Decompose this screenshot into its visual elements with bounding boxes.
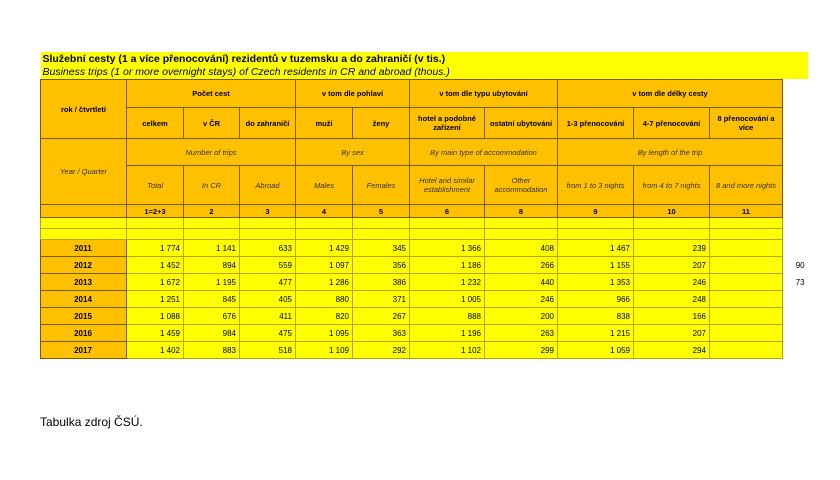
table-row [41, 240, 808, 257]
value-cell: 966 [558, 291, 634, 308]
value-cell: 633 [240, 240, 296, 257]
overflow-value-cell [783, 240, 808, 257]
value-cell: 838 [558, 308, 634, 325]
value-cell [710, 257, 783, 274]
value-cell: 559 [240, 257, 296, 274]
overflow-value-cell [783, 325, 808, 342]
col-number: 10 [634, 205, 710, 218]
col-header-other-en: Other accommodation [485, 166, 558, 205]
col-number: 1=2+3 [127, 205, 184, 218]
value-cell: 883 [184, 342, 240, 359]
col-header-total-cz: celkem [127, 108, 184, 139]
table-row [41, 342, 808, 359]
value-cell: 292 [353, 342, 410, 359]
col-header-in-cr-cz: v ČR [184, 108, 240, 139]
value-cell: 1 195 [184, 274, 240, 291]
value-cell: 1 102 [410, 342, 485, 359]
value-cell: 475 [240, 325, 296, 342]
value-cell: 200 [485, 308, 558, 325]
col-header-8plus-en: 8 and more nights [710, 166, 783, 205]
value-cell: 1 095 [296, 325, 353, 342]
year-cell: 2017 [41, 342, 127, 359]
value-cell: 263 [485, 325, 558, 342]
col-number: 4 [296, 205, 353, 218]
value-cell: 845 [184, 291, 240, 308]
value-cell: 1 774 [127, 240, 184, 257]
year-cell: 2014 [41, 291, 127, 308]
value-cell [710, 240, 783, 257]
col-number: 5 [353, 205, 410, 218]
col-header-males-cz: muži [296, 108, 353, 139]
source-note: Tabulka zdroj ČSÚ. [40, 415, 143, 429]
value-cell: 408 [485, 240, 558, 257]
value-cell: 1 402 [127, 342, 184, 359]
col-header-hotel-en: Hotel and similar establishment [410, 166, 485, 205]
group-header-length-en: By length of the trip [558, 139, 783, 166]
col-number: 11 [710, 205, 783, 218]
value-cell: 1 088 [127, 308, 184, 325]
value-cell: 299 [485, 342, 558, 359]
value-cell: 1 353 [558, 274, 634, 291]
value-cell: 266 [485, 257, 558, 274]
overflow-value-cell [783, 291, 808, 308]
value-cell: 1 452 [127, 257, 184, 274]
value-cell: 1 672 [127, 274, 184, 291]
value-cell: 820 [296, 308, 353, 325]
value-cell: 411 [240, 308, 296, 325]
col-header-abroad-en: Abroad [240, 166, 296, 205]
value-cell: 294 [634, 342, 710, 359]
col-header-total-en: Total [127, 166, 184, 205]
value-cell: 246 [634, 274, 710, 291]
value-cell: 1 186 [410, 257, 485, 274]
value-cell: 1 097 [296, 257, 353, 274]
value-cell: 894 [184, 257, 240, 274]
group-header-accommodation-en: By main type of accommodation [410, 139, 558, 166]
overflow-value-cell [783, 342, 808, 359]
row-label-cz: rok / čtvrtletí [41, 80, 127, 139]
group-header-trips-en: Number of trips [127, 139, 296, 166]
value-cell: 1 467 [558, 240, 634, 257]
value-cell: 345 [353, 240, 410, 257]
value-cell: 1 215 [558, 325, 634, 342]
value-cell: 166 [634, 308, 710, 325]
value-cell: 1 141 [184, 240, 240, 257]
row-label-en: Year / Quarter [41, 139, 127, 205]
col-header-females-cz: ženy [353, 108, 410, 139]
value-cell: 1 109 [296, 342, 353, 359]
value-cell: 1 155 [558, 257, 634, 274]
value-cell: 1 251 [127, 291, 184, 308]
value-cell: 1 366 [410, 240, 485, 257]
table-title-cz: Služební cesty (1 a více přenocování) rezidentů v tuzemsku a do zahraničí (v tis.) [41, 52, 808, 66]
col-header-8plus-cz: 8 přenocování a více [710, 108, 783, 139]
value-cell: 1 196 [410, 325, 485, 342]
value-cell: 676 [184, 308, 240, 325]
col-header-1-3-en: from 1 to 3 nights [558, 166, 634, 205]
col-number: 3 [240, 205, 296, 218]
value-cell: 888 [410, 308, 485, 325]
value-cell: 440 [485, 274, 558, 291]
value-cell: 239 [634, 240, 710, 257]
value-cell [710, 291, 783, 308]
group-header-sex-en: By sex [296, 139, 410, 166]
value-cell: 1 459 [127, 325, 184, 342]
col-header-abroad-cz: do zahraničí [240, 108, 296, 139]
group-header-trips-cz: Počet cest [127, 80, 296, 108]
col-header-hotel-cz: hotel a podobné zařízení [410, 108, 485, 139]
group-header-sex-cz: v tom dle pohlaví [296, 80, 410, 108]
value-cell: 386 [353, 274, 410, 291]
group-header-length-cz: v tom dle délky cesty [558, 80, 783, 108]
value-cell: 207 [634, 325, 710, 342]
overflow-value-cell: 73 [783, 274, 808, 291]
table-row [41, 308, 808, 325]
col-header-males-en: Males [296, 166, 353, 205]
col-header-females-en: Females [353, 166, 410, 205]
value-cell: 1 286 [296, 274, 353, 291]
year-cell: 2015 [41, 308, 127, 325]
value-cell [710, 325, 783, 342]
business-trips-table [40, 52, 808, 359]
value-cell: 477 [240, 274, 296, 291]
group-header-accommodation-cz: v tom dle typu ubytování [410, 80, 558, 108]
value-cell [710, 342, 783, 359]
col-number: 6 [410, 205, 485, 218]
col-header-4-7-en: from 4 to 7 nights [634, 166, 710, 205]
table-title-en: Business trips (1 or more overnight stays) of Czech residents in CR and abroad (thous.) [41, 66, 808, 80]
value-cell: 880 [296, 291, 353, 308]
table-row [41, 325, 808, 342]
table-row [41, 257, 808, 274]
col-header-in-cr-en: In CR [184, 166, 240, 205]
col-number: 2 [184, 205, 240, 218]
col-header-other-cz: ostatní ubytování [485, 108, 558, 139]
value-cell: 363 [353, 325, 410, 342]
value-cell: 246 [485, 291, 558, 308]
value-cell: 356 [353, 257, 410, 274]
value-cell: 518 [240, 342, 296, 359]
year-cell: 2016 [41, 325, 127, 342]
year-cell: 2011 [41, 240, 127, 257]
value-cell: 1 429 [296, 240, 353, 257]
value-cell: 1 005 [410, 291, 485, 308]
col-header-1-3-cz: 1-3 přenocování [558, 108, 634, 139]
col-number: 8 [485, 205, 558, 218]
year-cell: 2013 [41, 274, 127, 291]
col-number: 9 [558, 205, 634, 218]
value-cell: 267 [353, 308, 410, 325]
overflow-value-cell: 90 [783, 257, 808, 274]
value-cell: 405 [240, 291, 296, 308]
col-header-4-7-cz: 4-7 přenocování [634, 108, 710, 139]
table-row [41, 274, 808, 291]
value-cell: 248 [634, 291, 710, 308]
value-cell [710, 308, 783, 325]
value-cell: 371 [353, 291, 410, 308]
year-cell: 2012 [41, 257, 127, 274]
value-cell: 984 [184, 325, 240, 342]
value-cell [710, 274, 783, 291]
overflow-value-cell [783, 308, 808, 325]
value-cell: 1 059 [558, 342, 634, 359]
value-cell: 207 [634, 257, 710, 274]
table-row [41, 291, 808, 308]
value-cell: 1 232 [410, 274, 485, 291]
